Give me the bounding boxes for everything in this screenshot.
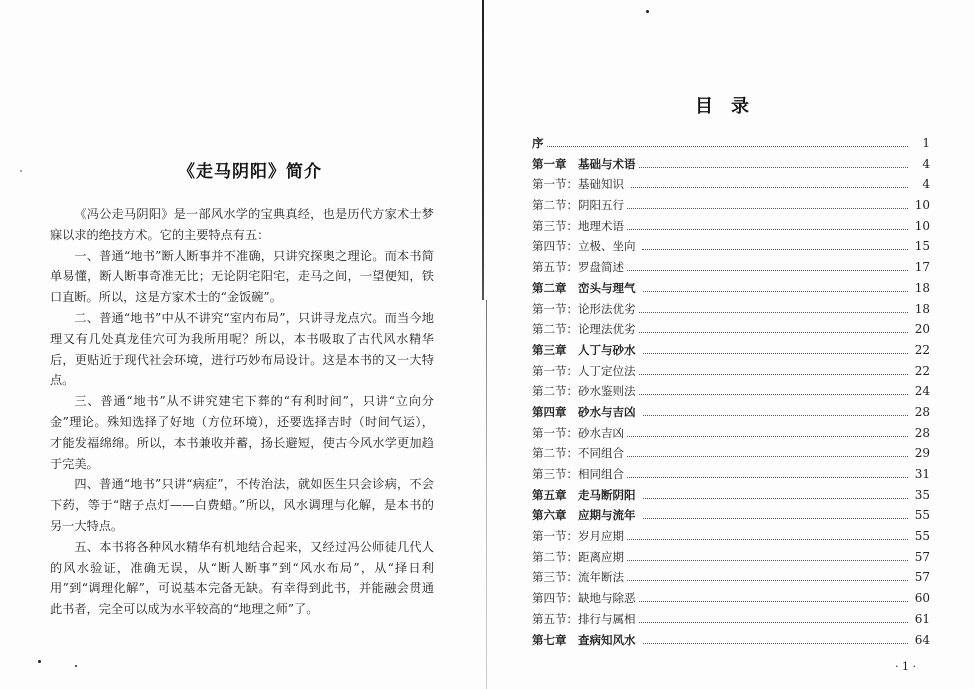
intro-paragraph: 五、本书将各种风水精华有机地结合起来，又经过冯公师徒几代人的风水验证，准确无误，从“断人断事”到“风水布局”，从“择日利用”到“调理化解”，可说基本完备无缺。有幸得到此书，并能融会贯通此书者，完全可以成为水平较高的“地理之师”了。 [50,539,434,617]
toc-entry-label: 第五章 走马断阴阳 [532,487,640,502]
toc-leader-dots [547,145,909,147]
toc-page-number: 4 [922,177,930,192]
toc-entry-chapter-1[interactable] [532,156,930,177]
toc-entry-label: 第一节：砂水吉凶 [532,425,624,440]
toc-entry-label: 第三节：相同组合 [532,467,624,481]
toc-entry-chapter-3[interactable] [532,342,930,363]
toc-page-number: 29 [914,446,930,461]
toc-leader-dots [639,621,909,623]
toc-page-number: 55 [914,529,930,544]
toc-page-number: 28 [914,404,930,419]
toc-entry-label: 第四章 砂水与吉凶 [532,404,640,419]
intro-paragraph: 三、普通“地书”从不讲究建宅下葬的“有利时间”，只讲“立向分金”理论。殊知选择了好地（方位环境），还要选择吉时（时间气运），才能发福绵绵。所以，本书兼收并蓄，扬长避短，使古今风水学更加趋于完美。 [50,394,434,471]
print-speck [20,170,22,172]
toc-entry-section[interactable] [532,176,930,197]
toc-leader-dots [627,207,908,209]
toc-entry-label: 序 [532,136,544,150]
toc-page-number: 10 [914,218,930,233]
toc-entry-section[interactable] [532,301,930,322]
toc-entry-section[interactable] [532,218,930,239]
toc-entry-section[interactable] [532,321,930,342]
intro-body [50,204,434,620]
left-page [0,0,482,689]
toc-page-number: 57 [914,570,930,585]
toc-page-number: 4 [922,156,930,171]
toc-entry-label: 第二节：砂水鉴则法 [532,384,636,399]
print-speck [646,10,649,13]
toc-leader-dots [643,414,908,416]
toc-entry-section[interactable] [532,466,930,487]
toc-leader-dots [643,352,908,354]
toc-leader-dots [631,186,908,188]
toc-entry-label: 第七章 查病知风水 [532,632,640,647]
toc-leader-dots [643,517,908,519]
toc-page-number: 31 [914,467,930,481]
toc-leader-dots [643,497,908,499]
toc-page-number: 64 [914,632,930,647]
toc-entry-label: 第二节：阴阳五行 [532,198,624,213]
toc-entry-label: 第二节：距离应期 [532,549,624,564]
toc-entry-label: 第四节：立极、坐向 [532,239,640,254]
toc-entry-section[interactable] [532,528,930,549]
toc-entry-section[interactable] [532,611,930,632]
toc-entry-chapter-5[interactable] [532,487,930,508]
toc-page-number: 15 [914,239,930,254]
toc-leader-dots [627,228,908,230]
toc-entry-section[interactable] [532,197,930,218]
toc-entry-preface[interactable] [532,135,930,156]
toc-entry-section[interactable] [532,590,930,611]
toc-leader-dots [627,476,908,478]
toc-leader-dots [642,248,908,250]
toc-leader-dots [627,455,908,457]
toc-entry-chapter-2[interactable] [532,280,930,301]
toc-entry-section[interactable] [532,383,930,404]
toc-entry-label: 第一节：基础知识 [532,177,628,192]
intro-title: 《走马阴阳》简介 [178,162,322,182]
toc-leader-dots [627,559,908,561]
toc-leader-dots [627,538,908,540]
toc-leader-dots [639,311,909,313]
toc-entry-chapter-7[interactable] [532,632,930,653]
toc-entry-label: 第一章 基础与术语 [532,156,636,171]
toc-page-number: 57 [914,549,930,564]
toc-leader-dots [643,642,908,644]
toc-page-number: 10 [914,198,930,213]
toc-entry-label: 第二节：不同组合 [532,446,624,461]
toc-entry-label: 第一节：岁月应期 [532,529,624,544]
intro-paragraph: 《冯公走马阴阳》是一部风水学的宝典真经，也是历代方家术士梦寐以求的绝技方术。它的主要特点有五： [50,207,434,242]
table-of-contents [532,135,930,652]
toc-page-number: 24 [914,384,930,399]
toc-leader-dots [639,331,909,333]
toc-entry-section[interactable] [532,259,930,280]
print-speck [75,665,77,667]
toc-page-number: 22 [914,342,930,357]
toc-entry-label: 第五节：罗盘简述 [532,260,624,275]
book-spine [482,0,484,300]
toc-entry-label: 第六章 应期与流年 [532,508,640,523]
intro-paragraph: 一、普通“地书”断人断事并不准确，只讲究探奥之理论。而本书简单易懂，断人断事奇准无比；无论阴宅阳宅，走马之间，一望便知，铁口直断。所以，这是方家术士的“金饭碗”。 [50,248,434,305]
toc-entry-label: 第四节：缺地与除恶 [532,591,636,606]
toc-leader-dots [639,600,909,602]
toc-page-number: 17 [914,260,930,275]
toc-page-number: 55 [914,508,930,523]
intro-paragraph: 二、普通“地书”中从不讲究“室内布局”，只讲寻龙点穴。而当今地理又有几处真龙佳穴可为我所用呢？所以，本书吸取了古代风水精华后，更贴近于现代社会环境，进行巧妙布局设计。这是本书的又一大特点。 [50,310,434,388]
toc-leader-dots [639,393,909,395]
page-number-folio: · 1 · [895,660,916,673]
toc-entry-section[interactable] [532,363,930,384]
toc-leader-dots [627,579,908,581]
toc-leader-dots [643,290,908,292]
toc-page-number: 20 [914,322,930,337]
toc-entry-section[interactable] [532,549,930,570]
toc-entry-label: 第二章 峦头与理气 [532,280,640,295]
toc-page-number: 18 [914,280,930,295]
intro-paragraph: 四、普通“地书”只讲“病症”，不传治法，就如医生只会诊病，不会下药，等于“瞎子点灯——白费蜡。”所以，风水调理与化解，是本书的另一大特点。 [50,477,434,533]
toc-entry-chapter-6[interactable] [532,507,930,528]
toc-page-number: 1 [922,136,930,150]
toc-entry-label: 第三节：流年断法 [532,570,624,585]
toc-page-number: 22 [914,363,930,378]
toc-entry-label: 第二节：论理法优劣 [532,322,636,337]
toc-title: 目录 [695,96,767,117]
toc-entry-chapter-4[interactable] [532,404,930,425]
toc-leader-dots [627,435,908,437]
toc-entry-label: 第一节：人丁定位法 [532,363,636,378]
toc-leader-dots [627,269,908,271]
toc-entry-label: 第三章 人丁与砂水 [532,342,640,357]
toc-entry-section[interactable] [532,238,930,259]
toc-page-number: 18 [914,301,930,316]
toc-entry-section[interactable] [532,425,930,446]
toc-entry-section[interactable] [532,569,930,590]
toc-page-number: 35 [914,487,930,502]
toc-entry-label: 第三节：地理术语 [532,218,624,233]
toc-entry-label: 第五节：排行与属相 [532,611,636,626]
toc-leader-dots [639,373,909,375]
toc-page-number: 28 [914,425,930,440]
toc-entry-section[interactable] [532,445,930,466]
print-speck [38,660,41,663]
toc-leader-dots [639,166,909,168]
toc-page-number: 60 [914,591,930,606]
toc-entry-label: 第一节：论形法优劣 [532,301,636,316]
toc-page-number: 61 [914,611,930,626]
